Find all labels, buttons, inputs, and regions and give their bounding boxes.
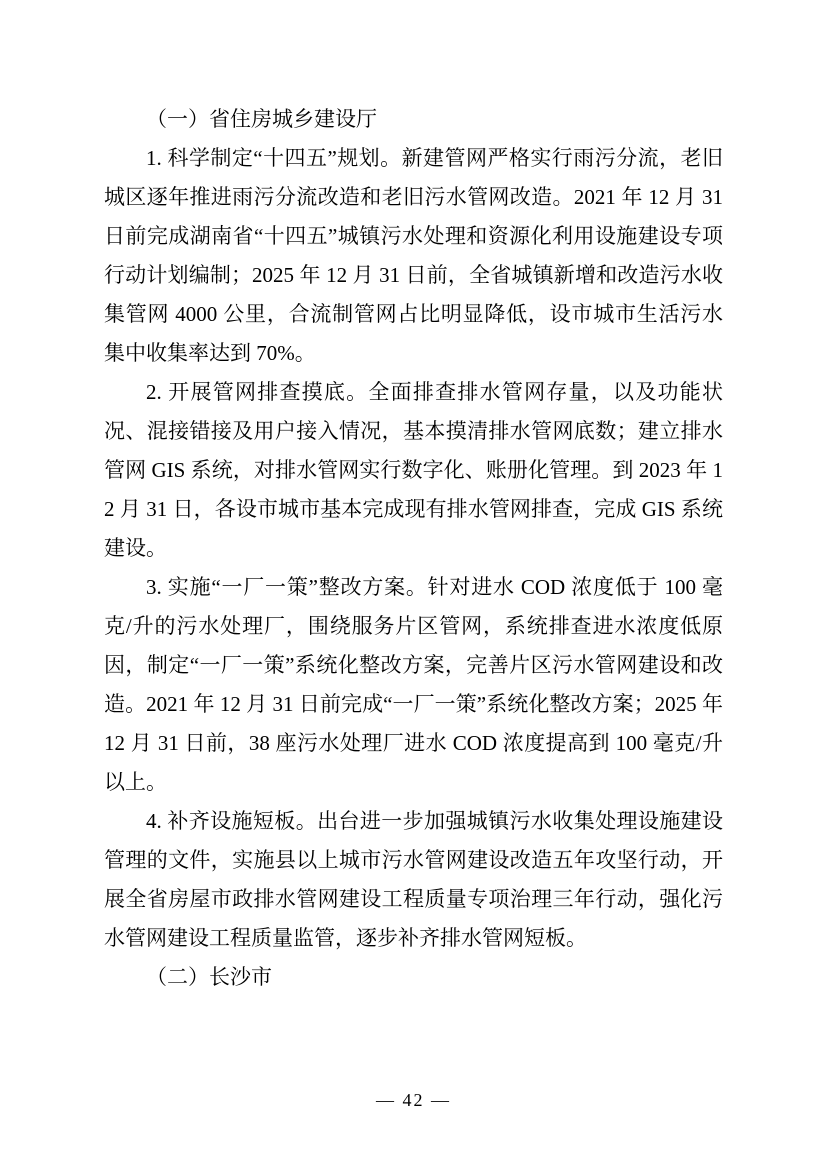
paragraph-item-2: 2. 开展管网排查摸底。全面排查排水管网存量，以及功能状况、混接错接及用户接入情况，基本摸清排水管网底数；建立排水管网 GIS 系统，对排水管网实行数字化、账册化管理。到 2023 年 12 月 31 日，各设市城市基本完成现有排水管网排查，完成 GIS 系统建设。: [104, 380, 723, 560]
paragraph-item-3: 3. 实施“一厂一策”整改方案。针对进水 COD 浓度低于 100 毫克/升的污水处理厂，围绕服务片区管网，系统排查进水浓度低原因，制定“一厂一策”系统化整改方案，完善片区污水管网建设和改造。2021 年 12 月 31 日前完成“一厂一策”系统化整改方案；2025 年 12 月 31 日前，38 座污水处理厂进水 COD 浓度提高到 100 毫克/升以上。: [104, 575, 723, 794]
section-heading-changsha: （二）长沙市: [146, 965, 272, 989]
paragraph-item-1: 1. 科学制定“十四五”规划。新建管网严格实行雨污分流，老旧城区逐年推进雨污分流改造和老旧污水管网改造。2021 年 12 月 31 日前完成湖南省“十四五”城镇污水处理和资源化利用设施建设专项行动计划编制；2025 年 12 月 31 日前，全省城镇新增和改造污水收集管网 4000 公里，合流制管网占比明显降低，设市城市生活污水集中收集率达到 70%。: [104, 146, 723, 365]
document-body: [104, 100, 723, 997]
page-number: — 42 —: [376, 1090, 451, 1110]
section-heading-province-dept: （一）省住房城乡建设厅: [146, 107, 377, 131]
paragraph-item-4: 4. 补齐设施短板。出台进一步加强城镇污水收集处理设施建设管理的文件，实施县以上城市污水管网建设改造五年攻坚行动，开展全省房屋市政排水管网建设工程质量专项治理三年行动，强化污水管网建设工程质量监管，逐步补齐排水管网短板。: [104, 809, 723, 950]
